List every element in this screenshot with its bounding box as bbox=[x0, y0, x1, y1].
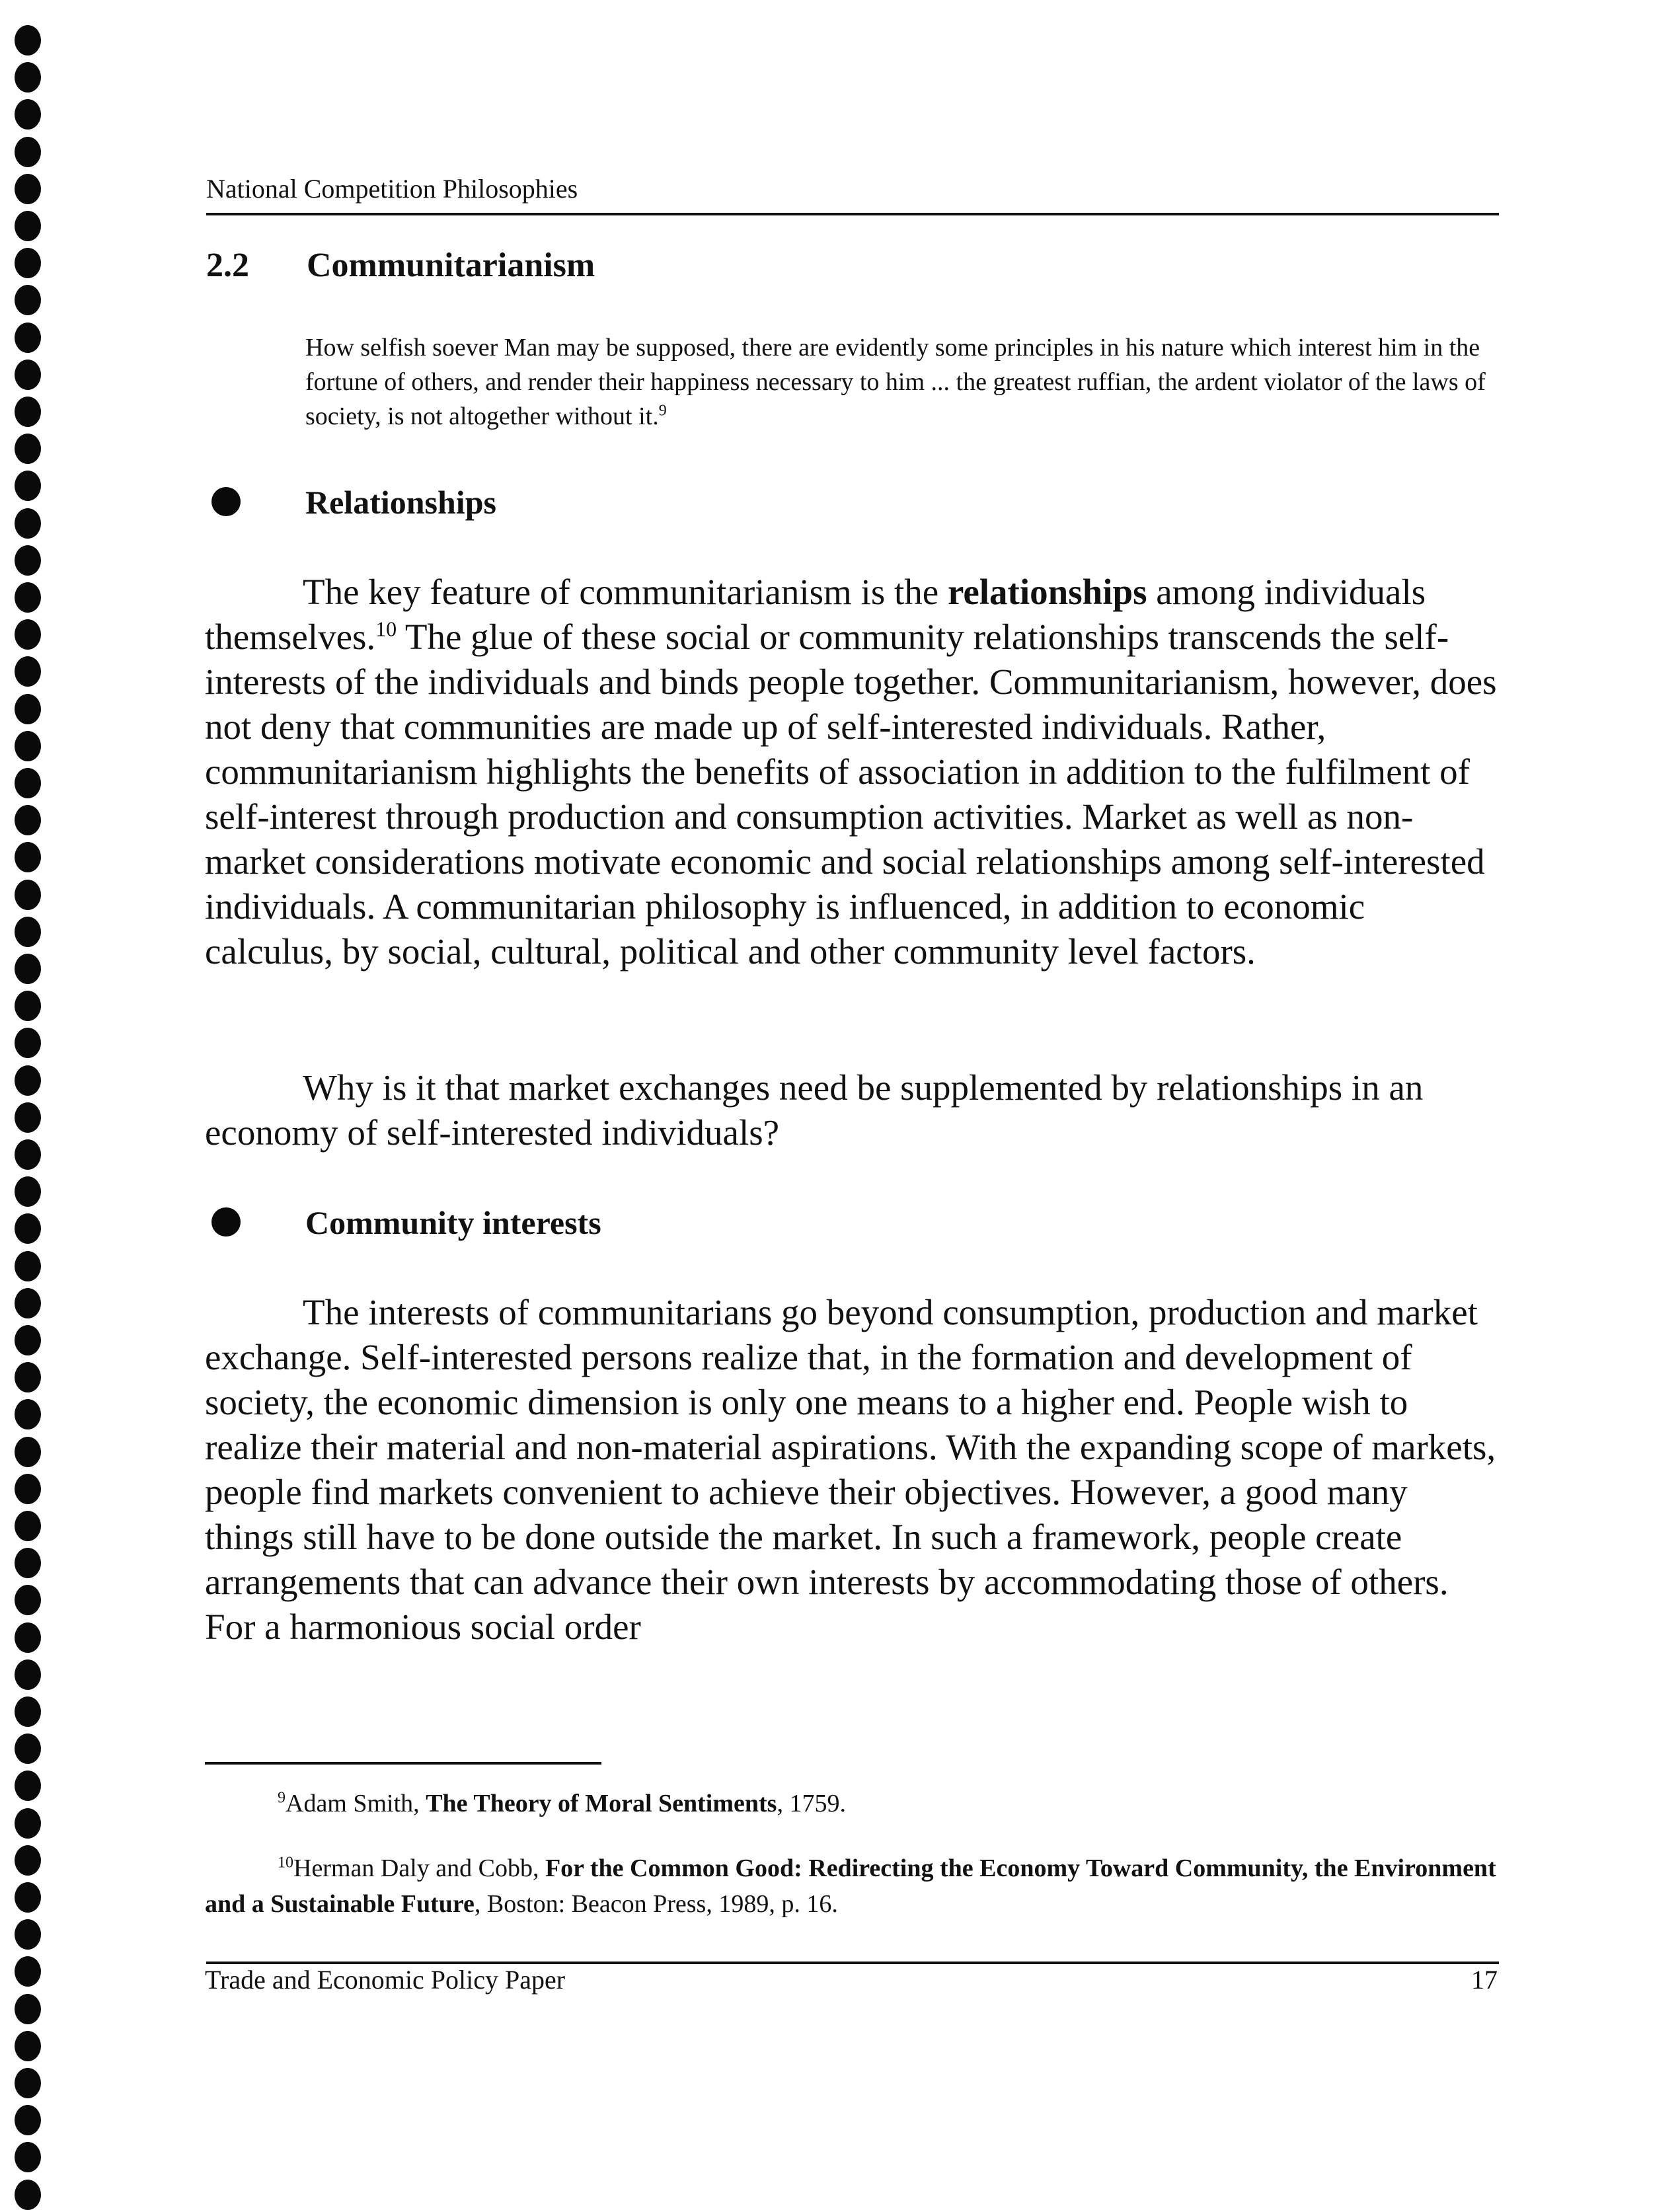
page-number: 17 bbox=[1471, 1965, 1498, 1995]
paragraph: The interests of communitarians go beyond consumption, production and market exchange. Self-interested persons realize that, in the formation and development of society, the economic dimension is only one means to a higher end. People wish to realize their material and non-material aspirations. With the expanding scope of markets, people find markets convenient to achieve their objectives. However, a good many things still have to be done outside the market. In such a framework, people create arrangements that can advance their own interests by accommodating those of others. For a harmonious social order bbox=[205, 1292, 1496, 1647]
subheading-text: Relationships bbox=[305, 484, 496, 521]
punch-hole bbox=[15, 954, 41, 984]
punch-hole bbox=[15, 991, 41, 1021]
footnote-ref: 9 bbox=[658, 402, 667, 420]
punch-hole bbox=[15, 1028, 41, 1058]
punch-hole bbox=[15, 545, 41, 576]
section-number: 2.2 bbox=[206, 247, 249, 284]
punch-hole bbox=[15, 1065, 41, 1096]
punch-hole bbox=[15, 768, 41, 798]
punch-hole bbox=[15, 1511, 41, 1541]
section-title: Communitarianism bbox=[307, 247, 595, 284]
header-rule bbox=[206, 213, 1499, 215]
subheading-text: Community interests bbox=[305, 1204, 601, 1241]
punch-hole bbox=[15, 1176, 41, 1207]
punch-hole bbox=[15, 1474, 41, 1504]
punch-hole bbox=[15, 1213, 41, 1244]
punch-hole bbox=[15, 1622, 41, 1653]
punch-hole bbox=[15, 619, 41, 650]
punch-hole bbox=[15, 2068, 41, 2098]
subheading-community-interests bbox=[206, 1203, 1496, 1242]
punch-hole bbox=[15, 1845, 41, 1876]
punch-hole bbox=[15, 137, 41, 167]
punch-hole bbox=[15, 842, 41, 872]
punch-hole bbox=[15, 471, 41, 501]
punch-hole bbox=[15, 1325, 41, 1355]
punch-hole bbox=[15, 1882, 41, 1913]
emphasis: relationships bbox=[947, 572, 1147, 612]
punch-hole bbox=[15, 1437, 41, 1467]
punch-hole bbox=[15, 1919, 41, 1950]
epigraph-text: How selfish soever Man may be supposed, there are evidently some principles in his nature which interest him in the fortune of others, and render their happiness necessary to him ... the greatest ruffian, the ardent violator of the laws of society, is not altogether without it. bbox=[305, 334, 1486, 430]
punch-hole bbox=[15, 1585, 41, 1615]
punch-hole bbox=[15, 434, 41, 464]
punch-hole bbox=[15, 694, 41, 724]
running-header: National Competition Philosophies bbox=[206, 174, 578, 204]
punch-hole bbox=[15, 2142, 41, 2172]
punch-hole bbox=[15, 2105, 41, 2135]
punch-hole bbox=[15, 1994, 41, 2024]
punch-hole bbox=[15, 2180, 41, 2210]
punch-hole bbox=[15, 1956, 41, 1987]
punch-hole bbox=[15, 582, 41, 613]
punch-hole bbox=[15, 1399, 41, 1429]
footnote-ref: 10 bbox=[375, 617, 397, 641]
paragraph: Why is it that market exchanges need be supplemented by relationships in an economy of self-interested individuals? bbox=[205, 1067, 1424, 1153]
subheading-relationships bbox=[206, 482, 1496, 522]
punch-hole bbox=[15, 1362, 41, 1392]
punch-hole bbox=[15, 880, 41, 910]
paragraph: The key feature of communitarianism is the relationships among individuals themselves.$^{10}$ The glue of these social or community relationships transcends the self-interests of the individuals and binds people together. Communitarianism, however, does not deny that communities are made up of self-interested individuals. Rather, communitarianism highlights the benefits of association in addition to the fulfilment of self-interest through production and consumption activities. Market as well as non-market considerations motivate economic and social relationships among self-interested individuals. A communitarian philosophy is influenced, in addition to economic calculus, by social, cultural, political and other community level factors. bbox=[205, 572, 1497, 972]
punch-hole bbox=[15, 1659, 41, 1690]
punch-hole bbox=[15, 1734, 41, 1764]
punch-hole bbox=[15, 62, 41, 93]
punch-hole bbox=[15, 25, 41, 56]
footnote-9: $^9$Adam Smith, The Theory of Moral Sentiments, 1759. bbox=[278, 1789, 846, 1817]
punch-hole bbox=[15, 805, 41, 835]
punch-hole bbox=[15, 731, 41, 761]
punch-hole bbox=[15, 360, 41, 390]
punch-hole bbox=[15, 1548, 41, 1578]
punch-hole bbox=[15, 248, 41, 278]
section-heading bbox=[206, 245, 1496, 287]
punch-hole bbox=[15, 285, 41, 315]
footnote-rule bbox=[205, 1762, 601, 1765]
punch-hole bbox=[15, 1288, 41, 1318]
footnote-10: $^{10}$Herman Daly and Cobb, For the Common Good: Redirecting the Economy Toward Community, the Environment and a Sustainable Future, Boston: Beacon Press, 1989, p. 16. bbox=[205, 1854, 1496, 1918]
punch-hole bbox=[15, 2031, 41, 2061]
punch-hole bbox=[15, 1251, 41, 1281]
punch-hole bbox=[15, 1139, 41, 1170]
punch-hole bbox=[15, 323, 41, 353]
bullet-icon bbox=[211, 487, 241, 516]
punch-hole bbox=[15, 397, 41, 427]
bullet-icon bbox=[211, 1207, 241, 1237]
punch-hole bbox=[15, 1808, 41, 1839]
punch-hole bbox=[15, 1696, 41, 1727]
punch-hole bbox=[15, 211, 41, 241]
punch-hole bbox=[15, 99, 41, 130]
punch-hole bbox=[15, 174, 41, 204]
punch-hole bbox=[15, 508, 41, 539]
page-footer bbox=[205, 1964, 1498, 1996]
publication-name: Trade and Economic Policy Paper bbox=[205, 1965, 566, 1995]
punch-hole bbox=[15, 1102, 41, 1133]
epigraph bbox=[305, 330, 1495, 434]
punch-hole bbox=[15, 1771, 41, 1801]
punch-hole bbox=[15, 917, 41, 947]
punch-hole bbox=[15, 656, 41, 687]
